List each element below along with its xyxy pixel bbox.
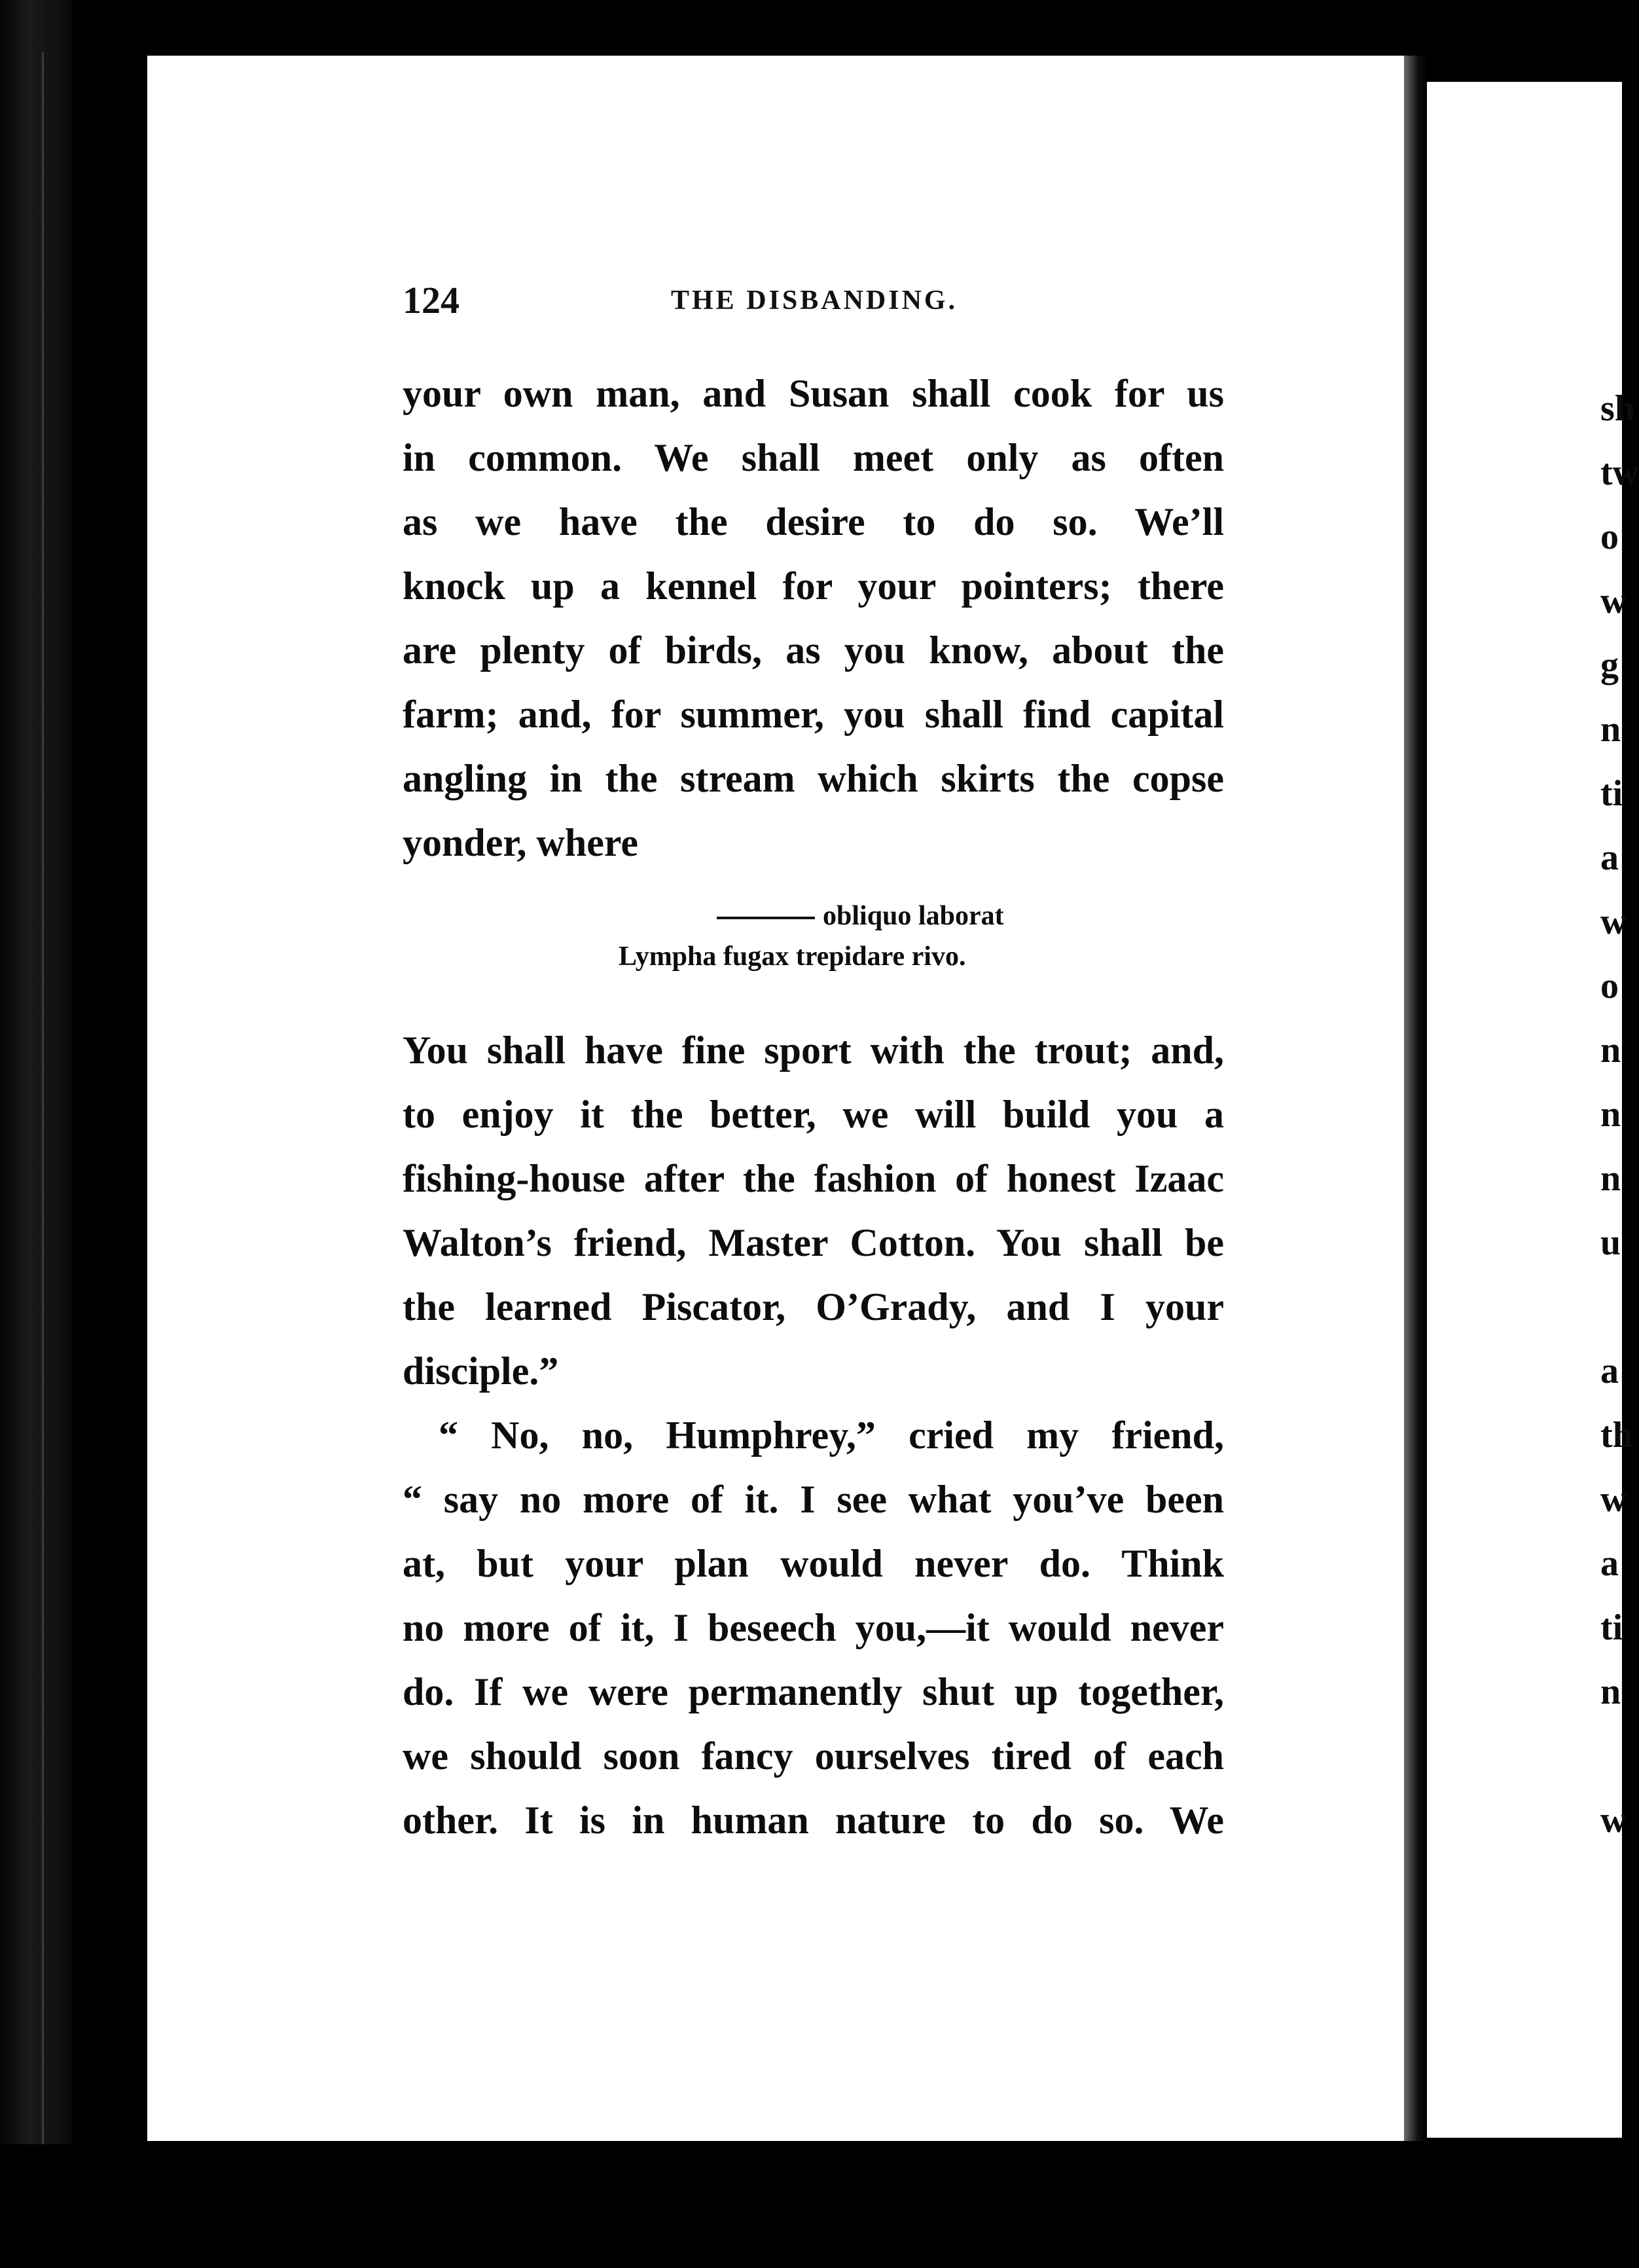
fragment: sh <box>1600 388 1635 429</box>
body-paragraph-1 <box>403 361 1224 875</box>
fragment: a <box>1600 1543 1619 1584</box>
fragment: n <box>1600 1158 1621 1199</box>
fragment: a <box>1600 1351 1619 1391</box>
text-line: as we have the desire to do so. We’ll <box>403 500 1224 543</box>
text-line: Walton’s friend, Master Cotton. You shall be <box>403 1221 1224 1264</box>
fragment: a <box>1600 837 1619 878</box>
fragment: ti <box>1600 773 1623 814</box>
quote-line: Lympha fugax trepidare rivo. <box>619 942 966 972</box>
text-line: in common. We shall meet only as often <box>403 436 1224 479</box>
fragment: g <box>1600 645 1619 686</box>
fragment: w <box>1600 1479 1627 1520</box>
fragment: u <box>1600 1222 1621 1263</box>
fragment: w <box>1600 902 1627 942</box>
text-line: we should soon fancy ourselves tired of each <box>403 1734 1224 1778</box>
text-line: You shall have fine sport with the trout; and, <box>403 1029 1224 1072</box>
fragment: n <box>1600 709 1621 750</box>
text-line: are plenty of birds, as you know, about the <box>403 629 1224 672</box>
text-line: no more of it, I beseech you,—it would never <box>403 1606 1224 1649</box>
facing-page-edge <box>1427 82 1622 2138</box>
fragment: o <box>1600 517 1619 557</box>
quote-line <box>717 900 1004 932</box>
fragment: th <box>1600 1415 1633 1455</box>
running-head <box>403 278 1224 331</box>
text-line: to enjoy it the better, we will build you a <box>403 1093 1224 1136</box>
text-line: knock up a kennel for your pointers; there <box>403 564 1224 608</box>
fragment: tw <box>1600 452 1639 493</box>
body-paragraph-2 <box>403 1018 1224 1852</box>
binding-shadow-line <box>42 52 44 2213</box>
page-gutter <box>1404 56 1427 2141</box>
fragment: n <box>1600 1094 1621 1135</box>
text-line: disciple.” <box>403 1349 559 1393</box>
text-line: at, but your plan would never do. Think <box>403 1542 1224 1585</box>
text-line: your own man, and Susan shall cook for us <box>403 372 1224 415</box>
quote-dash <box>717 917 815 919</box>
page-number: 124 <box>403 279 459 321</box>
fragment: n <box>1600 1672 1621 1712</box>
fragment: w <box>1600 581 1627 621</box>
fragment: w <box>1600 1800 1627 1840</box>
text-line: “ No, no, Humphrey,” cried my friend, <box>439 1414 1224 1457</box>
fragment: ti <box>1600 1607 1623 1648</box>
text-line: the learned Piscator, O’Grady, and I your <box>403 1285 1224 1328</box>
text-line: angling in the stream which skirts the copse <box>403 757 1224 800</box>
page-header-title: THE DISBANDING. <box>671 285 958 316</box>
quote-text: obliquo laborat <box>823 901 1004 931</box>
text-line: yonder, where <box>403 821 638 864</box>
scanner-binding-edge <box>0 0 72 2268</box>
text-line: fishing-house after the fashion of honest Izaac <box>403 1157 1224 1200</box>
text-line: “ say no more of it. I see what you’ve been <box>403 1478 1224 1521</box>
fragment: o <box>1600 966 1619 1006</box>
fragment: n <box>1600 1030 1621 1070</box>
text-line: other. It is in human nature to do so. We <box>403 1799 1224 1842</box>
text-line: do. If we were permanently shut up together, <box>403 1670 1224 1713</box>
text-line: farm; and, for summer, you shall find capital <box>403 693 1224 736</box>
scanner-bottom-edge <box>0 2144 1622 2268</box>
